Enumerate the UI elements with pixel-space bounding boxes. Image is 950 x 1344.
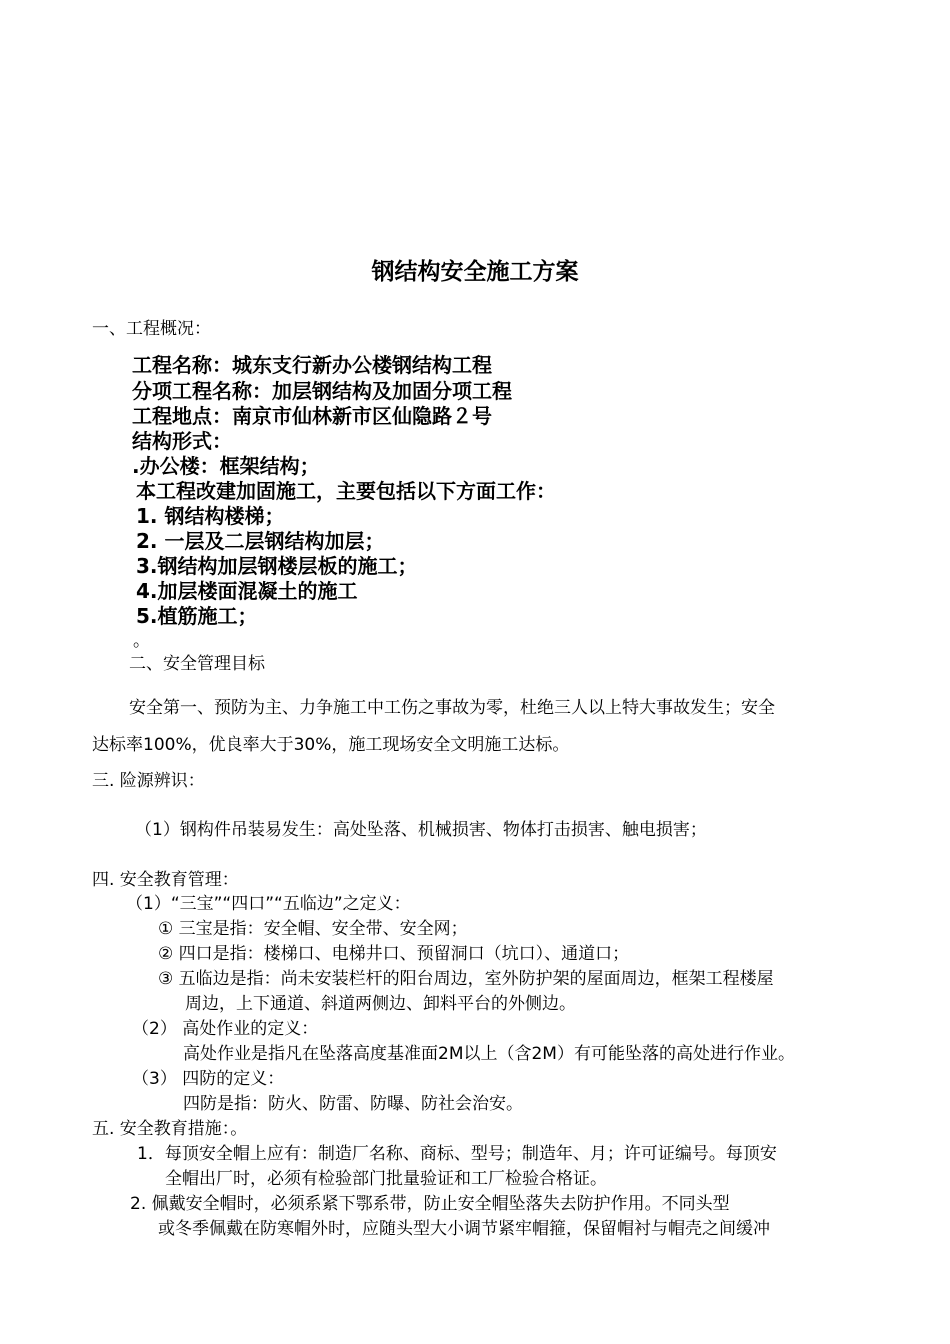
section-4-heading: 四. 安全教育管理： xyxy=(92,870,239,890)
section-4-sub-heading: （1）“三宝”“四口”“五临边”之定义： xyxy=(126,894,411,914)
section-4-definition: 高处作业是指凡在坠落高度基准面2M以上（含2M）有可能坠落的高处进行作业。 xyxy=(183,1044,795,1064)
section-4-sub-heading: （3） 四防的定义： xyxy=(132,1069,285,1089)
section-4-definition: 四防是指：防火、防雷、防曝、防社会治安。 xyxy=(183,1094,523,1114)
section-5-item-continued: 全帽出厂时，必须有检验部门批量验证和工厂检验合格证。 xyxy=(165,1169,607,1189)
structure-form: 结构形式： xyxy=(132,429,232,453)
section-4-item: ② 四口是指：楼梯口、电梯井口、预留洞口（坑口）、通道口； xyxy=(158,944,630,964)
work-item: 5.植筋施工； xyxy=(136,604,258,628)
section-2-paragraph: 安全第一、预防为主、力争施工中工伤之事故为零，杜绝三人以上特大事故发生；安全 xyxy=(129,698,775,718)
stray-period: 。 xyxy=(133,631,150,651)
section-5-item: 1．每顶安全帽上应有：制造厂名称、商标、型号；制造年、月；许可证编号。每顶安 xyxy=(137,1144,777,1164)
section-5-item-continued: 或冬季佩戴在防寒帽外时，应随头型大小调节紧牢帽箍，保留帽衬与帽壳之间缓冲 xyxy=(158,1219,770,1239)
section-2-heading: 二、安全管理目标 xyxy=(129,654,265,674)
section-4-item: ③ 五临边是指：尚未安装栏杆的阳台周边，室外防护架的屋面周边，框架工程楼屋 xyxy=(158,969,774,989)
section-4-item: ① 三宝是指：安全帽、安全带、安全网； xyxy=(158,919,468,939)
project-name: 工程名称：城东支行新办公楼钢结构工程 xyxy=(132,353,492,377)
section-5-heading: 五. 安全教育措施：。 xyxy=(92,1119,248,1139)
office-building: .办公楼：框架结构； xyxy=(132,454,320,478)
section-3-item: （1）钢构件吊装易发生：高处坠落、机械损害、物体打击损害、触电损害； xyxy=(135,820,707,840)
section-3-heading: 三. 险源辨识： xyxy=(92,771,205,791)
section-5-item: 2. 佩戴安全帽时，必须系紧下鄂系带，防止安全帽坠落失去防护作用。不同头型 xyxy=(130,1194,730,1214)
document-title: 钢结构安全施工方案 xyxy=(371,259,579,285)
work-item: 2. 一层及二层钢结构加层； xyxy=(136,529,385,553)
section-1-heading: 一、工程概况： xyxy=(92,319,211,339)
work-item: 3.钢结构加层钢楼层板的施工； xyxy=(136,554,418,578)
work-item: 4.加层楼面混凝土的施工 xyxy=(136,579,358,603)
section-4-item-continued: 周边，上下通道、斜道两侧边、卸料平台的外侧边。 xyxy=(185,994,576,1014)
sub-project-name: 分项工程名称：加层钢结构及加固分项工程 xyxy=(132,379,512,403)
scope-intro: 本工程改建加固施工，主要包括以下方面工作： xyxy=(136,479,556,503)
section-4-sub-heading: （2） 高处作业的定义： xyxy=(132,1019,319,1039)
work-item: 1. 钢结构楼梯； xyxy=(136,504,285,528)
section-2-paragraph: 达标率100%，优良率大于30%，施工现场安全文明施工达标。 xyxy=(92,735,570,755)
project-location: 工程地点：南京市仙林新市区仙隐路２号 xyxy=(132,404,492,428)
